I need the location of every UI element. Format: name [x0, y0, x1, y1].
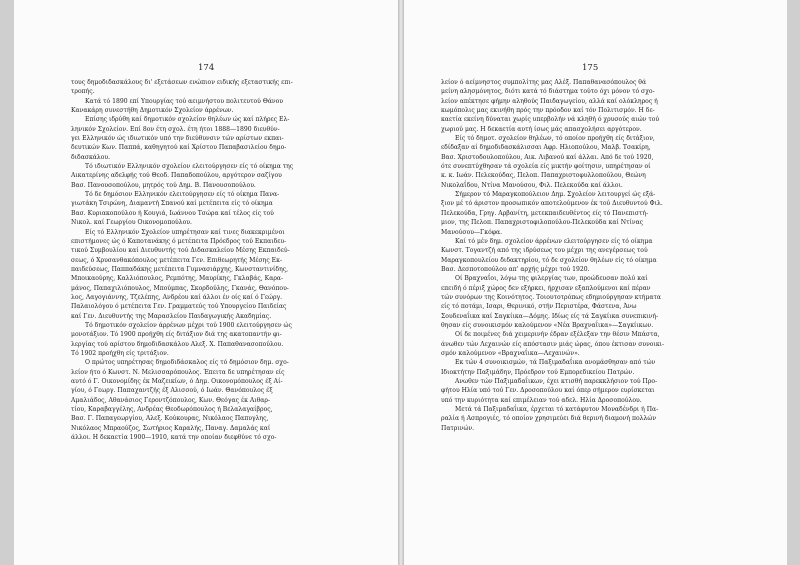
text-line: διδασκάλου. — [71, 153, 111, 161]
text-line: γει Ελληνικόν ώς ιδιωτικόν υπό την διεύθυνσιν τών αρίστων εκπαι- — [71, 135, 284, 143]
text-line: Αικατερίνης αδελφής τού Θεοδ. Παπαδοπούλου, αργότερον σαζίγου — [71, 172, 282, 180]
text-line: ξιον μέ τό άριστον προσωπικόν αποτελούμενον έκ τού Διευθυντού Φιλ. — [441, 200, 663, 208]
left-book-edge — [0, 0, 14, 565]
text-line: κωμόπολις μας εκινήθη πρός την πρόοδον καί τόν Πολιτισμόν. Η δε- — [441, 107, 655, 115]
text-line: Αμαλιάδος, Αθανάσιος Γεροντζόπουλος, Κων. Θεόγας έκ Αιθαρ- — [71, 396, 271, 404]
text-line: Τό δημοτικόν σχολείον άρρένων μέχρι τού 1900 ελειτούργησεν ώς — [85, 321, 292, 329]
text-line: Νικόλαος Μπραούζος, Σωτήριος Καραλής, Παναγ. Δαμαλάς καί — [71, 424, 271, 432]
text-line: σεως, ό Χρυσανθακόπουλος μετέπειτα Γεν. Επιθεωρητής Μέσης Εκ- — [71, 256, 283, 264]
text-line: τών συνόρων της Κοινότητος. Τοιουτοτρόπως εδημιούργησαν κτήματα — [441, 293, 661, 301]
text-line: τροπής. — [71, 88, 95, 96]
text-line: Βασ. Χριστοδουλοπούλου, Αικ. Λιβανού καί άλλαι. Από δε τού 1920, — [441, 153, 654, 161]
text-line: Μανούσου—Γκόφα. — [441, 228, 503, 236]
text-line: Πελεκούδα, Γρηγ. Αρβανίτη, μετεκπαιδευθέντος είς τό Πανεπιστή- — [441, 209, 649, 217]
text-line: Βασ. Γ. Παπαγεωργίου, Αλεξ. Κούκουρας, Νικόλαος Παπυγλης, — [71, 415, 269, 423]
text-line: Πατρινών. — [441, 424, 475, 432]
text-line: Βασ. Δεσποτοπούλου απ' αρχής μέχρι τού 1920. — [441, 265, 590, 273]
text-line: εδίδαξαν αί δημοδιδασκάλισσαι Αφρ. Ηλιοπούλου, Μαλβ. Τσακίρη, — [441, 144, 651, 152]
text-line: Παλαιολόγου ό μετέπειτα Γεν. Γραμματεύς τού Υπουργείου Παιδείας — [71, 303, 287, 311]
right-page — [404, 0, 787, 565]
text-line: αυτό ό Γ. Οικονομίδης έκ Μαζεικίων, ό Δημ. Οικονομόπουλος έξ Αί- — [71, 378, 283, 385]
text-line: δευτικών Κων. Παππά, καθηγητού καί Χρίστου Παπαβασιλείου δημο- — [71, 144, 287, 152]
text-line: Βασ. Κυριακοπούλου ή Κουγιά, Ιωάννου Τσώρα καί τέλος είς τού — [71, 209, 274, 217]
text-line: άνωθεν τών Λεχαινών είς απόστασιν μιάς ώρας, όπου έκτισαν συνοικι- — [441, 340, 665, 348]
text-line: φήτου Ηλία υπό τού Γεν. Δροσοπούλου καί όπερ σήμερον ευρίσκεται — [441, 387, 655, 395]
text-line: Σουδεναΐικα καί Σαγκίικα—Δόμης. Ιδίως είς τά Σαγκίικα συνεπικινή- — [441, 312, 659, 320]
text-line: υπό την κυριότητα καί επιμέλειαν τού αδελ. Ηλία Δροσοπούλου. — [441, 396, 642, 404]
text-line: Είς τό Ελληνικόν Σχολείον υπηρέτησαν καί τινες διακεκριμένοι — [85, 228, 285, 236]
text-line: Τό ιδιωτικόν Ελληνικόν σχολείον ελειτούργησεν είς τό οίκημα της — [85, 163, 294, 171]
text-line: γίου, ό Γεωργ. Παπαχαντζής έξ Αλισσού, ό Ιωάν. Θανόπουλος έξ — [71, 387, 273, 395]
text-line: Ανωθεν τών Παξιμαδαΐικων, έχει κτισθή παρεκκλήσιον τού Προ- — [455, 378, 658, 385]
page-number-left: 174 — [198, 63, 215, 73]
text-line: Κανακάρη συνεστήθη Δημοτικόν Σχολείον άρρένων. — [71, 107, 234, 115]
text-line: Μποικαούρης, Καλλιόπουλος, Ρεμπότης, Μαυρίκης, Γκλαβάς, Καρα- — [71, 275, 284, 283]
text-line: Εκ τών 4 συνοικισμών, τά Παξιμαδαΐικα ανομάσθησαν από τών — [455, 359, 656, 367]
text-line: τικού Συμβουλίου καί Διευθυντής τού Διδασκαλείου Μέσης Εκπαιδεύ- — [71, 247, 290, 255]
text-line: τίου, Καραβαγγέλης, Ανδρέας Θεοδωρόπουλος ή Βελαλαγαίβρος, — [71, 406, 273, 414]
text-line: λείον απέκτησε φήμην αληθούς Παιδαγωγείου, αλλά καί ολόκληρος ή — [441, 97, 658, 105]
text-line: Τό 1902 προήχθη είς τριτάξιον. — [71, 349, 169, 357]
text-line: Επίσης ιδρύθη καί δημοτικόν σχολείον θηλέων ώς καί πλήρες Ελ- — [85, 116, 290, 124]
text-line: Κωνστ. Τογαντζή από της ιδρύσεως του μέχρι της ανεγέρσεως τού — [441, 247, 648, 255]
text-line: λείον ό αείμνηστος συμπολίτης μας Αλέξ. Παπαθανασόπουλος θά — [441, 79, 647, 86]
text-line: είς τό ποτάμι, Ισαρι, Θερινικό, στήν Περιστέρα, Φάστενα, Άνω — [441, 303, 637, 311]
text-line: μείνη αλησμόνητος, διότι κατά τό διάστημα τούτο όχι μόνον τό σχο- — [441, 88, 655, 96]
text-line: καί Γεν. Διευθυντής της Μαρασλείου Παιδαγωγικής Ακαδημίας. — [71, 312, 272, 320]
text-line: Σήμερον τό Μαραγκοπούλειον Δημ. Σχολείον λειτουργεί ώς εξά- — [455, 191, 656, 199]
text-line: λείον ήτο ό Κωνστ. Ν. Μελισσαρόπουλος. Έπειτα δε υπηρέτησαν είς — [71, 368, 285, 376]
text-line: Μαραγκοπουλείου διδακτηρίου, τό δε σχολείον θηλέων είς τό οίκημα — [441, 256, 657, 264]
text-line: καετία εκείνη δύναται χωρίς υπερβολήν νά κληθή ό χρυσούς αιών τού — [441, 116, 660, 124]
text-line: χωριού μας. Η δεκαετία αυτή ίσως μάς απασχολήσει αργότερον. — [441, 125, 642, 133]
text-line: Νικολαΐδου, Ντίνα Μανούσου, Φιλ. Πελεκούδα καί άλλοι. — [441, 181, 623, 189]
text-line: τους δημοδιδασκάλους δι' εξετάσεων ενώπιον ειδικής εξεταστικής επι- — [71, 79, 293, 86]
text-line: ληνικόν Σχολείον. Επί 8ον έτη σχολ. έτη ήτοι 1888—1890 διευθύν- — [71, 125, 280, 133]
text-line: Οί Βραχναΐοι, λόγω της φιλεργίας των, προώδευσαν πολύ καί — [455, 275, 648, 283]
left-page-text — [71, 78, 386, 442]
text-line: επειδή ό πέριξ χώρος δεν εξήρκει, ήρχισαν εξαπλούμενοι καί πέραν — [441, 284, 651, 292]
right-book-edge — [787, 0, 800, 565]
text-line: Τό δε δημόσιον Ελληνικόν ελειτούργησεν είς τό οίκημα Πανα- — [85, 191, 280, 199]
text-line: Καί τό μέν δημ. σχολείον άρρένων ελειτούργησεν είς τό οίκημα — [455, 237, 653, 245]
text-line: γιωτάκη Τσιρώνη, Διαμαντή Σπανού καί μετέπειτα είς τό οίκημα — [71, 200, 273, 208]
text-line: κ. κ. Ιωάν. Πελεκούδας, Πελοπ. Παπαχριστοφυλλοπούλου, Θεώνη — [441, 172, 646, 180]
text-line: μιον, της Πελοπ. Παπαχριστοφιλοπούλου-Πελεκούδα καί Ντίνας — [441, 219, 644, 227]
text-line: ραλία ή Ασπρογιές, τό οποίον χρησιμεύει διά θερινή διαμονή πολλών — [441, 415, 657, 423]
text-line: λεργίας τού αρίστου δημοδιδασκάλου Αλεξ. Χ. Παπαθανασοπούλου. — [71, 340, 284, 348]
text-line: σμόν καλούμενον «Βραχναΐικα—Λεχαινών». — [441, 349, 580, 357]
text-line: επιστήμονες ώς ό Καποτανάκης ό μετέπειτα Πρόεδρος τού Εκπαιδευ- — [71, 237, 287, 245]
text-line: παιδεύσεως, Παππαδάκης μετέπειτα Γυμνασιάρχης, Κωνσταντινίδης, — [71, 265, 289, 273]
text-line: Νικολ. καί Γεωργίου Οικονομοπούλου. — [71, 219, 192, 227]
text-line: μάνος, Παπαχιλιόπουλος, Μπούμπας, Σκορδούλης, Γκανάς, Θανόπου- — [71, 284, 289, 292]
text-line: Βασ. Πανουσοπούλου, μητρός τού Δημ. Β. Πανουσοπούλου. — [71, 181, 256, 189]
text-line: Οί δε ποιμένες διά χειμερινήν έδραν εξέλεξαν την θέσιν Μπάστα, — [455, 331, 660, 339]
text-line: άλλοι. Η δεκαετία 1900—1910, κατά την οποίαν διεφθύνε τό σχο- — [71, 434, 277, 442]
text-line: Κατά τό 1890 επί Υπουργίας τού αειμνήστου πολιτευτού Θάνου — [85, 97, 284, 105]
text-line: ότε συνεπτύχθησαν τά σχολεία είς μικτήν φοίτησιν, υπηρέτησαν οί — [441, 163, 651, 171]
text-line: λος, Λαγογιάννης, Τζελέπης, Ανδρέου καί άλλοι έν οίς καί ό Γεώργ. — [71, 293, 283, 301]
text-line: θησαν είς συνοικισμόν καλούμενον «Νέα Βραχναΐικα»—Σαγκίικων. — [441, 321, 654, 329]
text-line: Είς τό δημοτ. σχολείον θηλέων, τό οποίον προήχθη είς διτάξιον, — [455, 135, 655, 143]
text-line: Ιδιοκτήτην Παξιμάδην, Πρόεδρον τού Εμπορεδικείου Πατρών. — [441, 368, 635, 376]
page-number-right: 175 — [582, 63, 599, 73]
left-page — [14, 0, 398, 565]
text-line: Μετά τά Παξιμαδαΐικα, έρχεται τό κατάφυτον Μοναδένδρι ή Πα- — [455, 406, 659, 414]
text-line: μονοτάξιον. Τό 1900 προήχθη είς διτάξιον διά της ακατοπαντήν φι- — [71, 331, 282, 339]
right-page-text — [441, 78, 768, 433]
text-line: Ο πρώτος υπηρέτησας δημοδιδάσκαλος είς τό δημόσιον δημ. σχο- — [85, 359, 289, 367]
